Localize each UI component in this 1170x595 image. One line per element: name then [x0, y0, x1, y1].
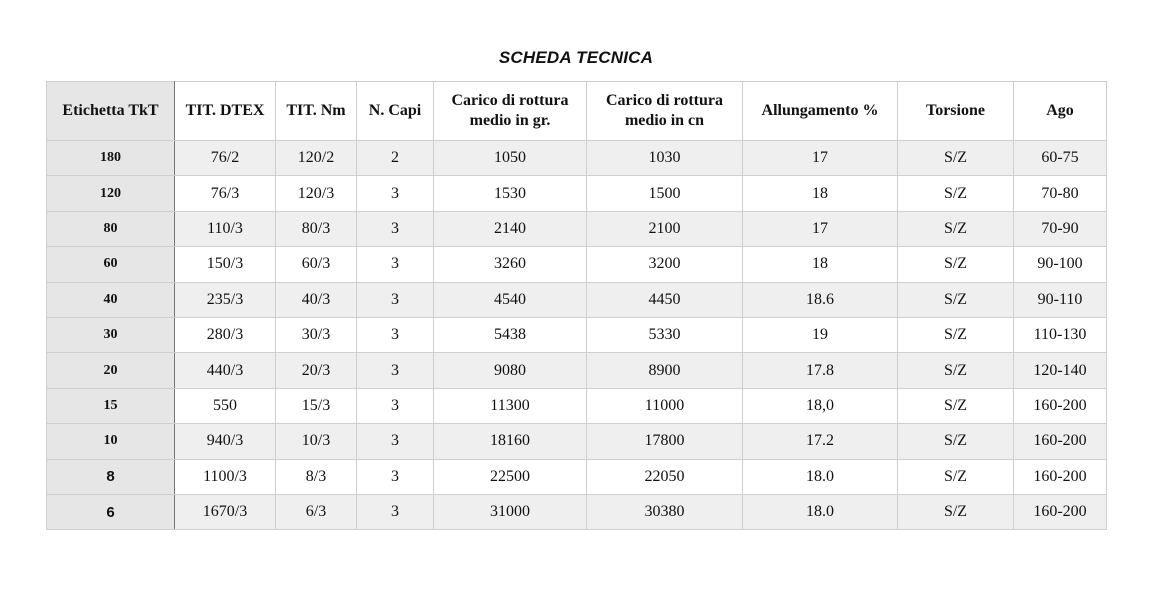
- header-allungamento: Allungamento %: [743, 82, 898, 141]
- cell-carico-gr: 18160: [434, 424, 587, 459]
- cell-carico-cn: 17800: [587, 424, 743, 459]
- cell-n-capi: 3: [357, 317, 434, 352]
- cell-carico-gr: 5438: [434, 317, 587, 352]
- table-row: [47, 317, 1107, 352]
- table-row: [47, 211, 1107, 246]
- cell-torsione: S/Z: [898, 247, 1014, 282]
- table-body: [47, 141, 1107, 530]
- cell-torsione: S/Z: [898, 494, 1014, 529]
- cell-tit-nm: 6/3: [276, 494, 357, 529]
- cell-n-capi: 3: [357, 176, 434, 211]
- cell-tit-dtex: 1670/3: [175, 494, 276, 529]
- cell-etichetta-tkt: 20: [47, 353, 175, 388]
- technical-spec-table: [46, 81, 1107, 530]
- cell-ago: 160-200: [1014, 388, 1107, 423]
- cell-tit-nm: 80/3: [276, 211, 357, 246]
- cell-ago: 70-80: [1014, 176, 1107, 211]
- header-carico-gr: Carico di rottura medio in gr.: [434, 82, 587, 141]
- cell-torsione: S/Z: [898, 353, 1014, 388]
- cell-carico-gr: 4540: [434, 282, 587, 317]
- cell-torsione: S/Z: [898, 282, 1014, 317]
- cell-tit-nm: 40/3: [276, 282, 357, 317]
- cell-tit-nm: 120/3: [276, 176, 357, 211]
- cell-allungamento: 18.0: [743, 459, 898, 494]
- cell-carico-gr: 9080: [434, 353, 587, 388]
- cell-n-capi: 2: [357, 141, 434, 176]
- header-n-capi: N. Capi: [357, 82, 434, 141]
- cell-allungamento: 19: [743, 317, 898, 352]
- cell-etichetta-tkt: 8: [47, 459, 175, 494]
- table-row: [47, 494, 1107, 529]
- header-tit-dtex: TIT. DTEX: [175, 82, 276, 141]
- cell-etichetta-tkt: 60: [47, 247, 175, 282]
- cell-tit-dtex: 550: [175, 388, 276, 423]
- cell-tit-dtex: 1100/3: [175, 459, 276, 494]
- cell-carico-cn: 2100: [587, 211, 743, 246]
- header-ago: Ago: [1014, 82, 1107, 141]
- cell-carico-gr: 3260: [434, 247, 587, 282]
- cell-carico-cn: 4450: [587, 282, 743, 317]
- cell-tit-nm: 10/3: [276, 424, 357, 459]
- cell-ago: 90-110: [1014, 282, 1107, 317]
- cell-etichetta-tkt: 30: [47, 317, 175, 352]
- cell-n-capi: 3: [357, 282, 434, 317]
- header-torsione: Torsione: [898, 82, 1014, 141]
- cell-ago: 70-90: [1014, 211, 1107, 246]
- table-row: [47, 141, 1107, 176]
- cell-tit-dtex: 76/3: [175, 176, 276, 211]
- cell-tit-dtex: 150/3: [175, 247, 276, 282]
- header-row: [47, 82, 1107, 141]
- cell-torsione: S/Z: [898, 424, 1014, 459]
- cell-ago: 120-140: [1014, 353, 1107, 388]
- cell-allungamento: 18: [743, 176, 898, 211]
- cell-n-capi: 3: [357, 388, 434, 423]
- cell-n-capi: 3: [357, 353, 434, 388]
- header-tit-nm: TIT. Nm: [276, 82, 357, 141]
- cell-n-capi: 3: [357, 211, 434, 246]
- cell-carico-gr: 31000: [434, 494, 587, 529]
- cell-n-capi: 3: [357, 494, 434, 529]
- table-row: [47, 247, 1107, 282]
- cell-ago: 110-130: [1014, 317, 1107, 352]
- cell-carico-cn: 5330: [587, 317, 743, 352]
- cell-carico-gr: 1530: [434, 176, 587, 211]
- table-header: [47, 82, 1107, 141]
- cell-tit-nm: 30/3: [276, 317, 357, 352]
- cell-allungamento: 17: [743, 211, 898, 246]
- table-row: [47, 176, 1107, 211]
- cell-n-capi: 3: [357, 247, 434, 282]
- cell-tit-dtex: 440/3: [175, 353, 276, 388]
- cell-carico-cn: 8900: [587, 353, 743, 388]
- cell-tit-nm: 15/3: [276, 388, 357, 423]
- cell-n-capi: 3: [357, 424, 434, 459]
- cell-carico-cn: 30380: [587, 494, 743, 529]
- cell-torsione: S/Z: [898, 388, 1014, 423]
- cell-torsione: S/Z: [898, 211, 1014, 246]
- cell-tit-dtex: 110/3: [175, 211, 276, 246]
- cell-carico-gr: 22500: [434, 459, 587, 494]
- table-row: [47, 459, 1107, 494]
- cell-tit-dtex: 280/3: [175, 317, 276, 352]
- cell-carico-gr: 2140: [434, 211, 587, 246]
- cell-ago: 160-200: [1014, 424, 1107, 459]
- cell-etichetta-tkt: 15: [47, 388, 175, 423]
- header-carico-cn: Carico di rottura medio in cn: [587, 82, 743, 141]
- cell-torsione: S/Z: [898, 317, 1014, 352]
- cell-etichetta-tkt: 120: [47, 176, 175, 211]
- cell-carico-cn: 1500: [587, 176, 743, 211]
- cell-tit-dtex: 235/3: [175, 282, 276, 317]
- cell-tit-nm: 60/3: [276, 247, 357, 282]
- table-row: [47, 353, 1107, 388]
- cell-allungamento: 17: [743, 141, 898, 176]
- cell-tit-dtex: 940/3: [175, 424, 276, 459]
- cell-allungamento: 18,0: [743, 388, 898, 423]
- cell-allungamento: 17.2: [743, 424, 898, 459]
- cell-tit-dtex: 76/2: [175, 141, 276, 176]
- cell-ago: 60-75: [1014, 141, 1107, 176]
- cell-etichetta-tkt: 80: [47, 211, 175, 246]
- cell-etichetta-tkt: 6: [47, 494, 175, 529]
- cell-torsione: S/Z: [898, 141, 1014, 176]
- cell-carico-cn: 11000: [587, 388, 743, 423]
- cell-etichetta-tkt: 10: [47, 424, 175, 459]
- cell-carico-cn: 3200: [587, 247, 743, 282]
- table-row: [47, 388, 1107, 423]
- cell-carico-gr: 11300: [434, 388, 587, 423]
- cell-carico-gr: 1050: [434, 141, 587, 176]
- table-row: [47, 282, 1107, 317]
- cell-allungamento: 18.6: [743, 282, 898, 317]
- table-row: [47, 424, 1107, 459]
- cell-etichetta-tkt: 180: [47, 141, 175, 176]
- cell-n-capi: 3: [357, 459, 434, 494]
- cell-torsione: S/Z: [898, 176, 1014, 211]
- cell-carico-cn: 22050: [587, 459, 743, 494]
- cell-tit-nm: 20/3: [276, 353, 357, 388]
- cell-ago: 160-200: [1014, 459, 1107, 494]
- cell-etichetta-tkt: 40: [47, 282, 175, 317]
- header-etichetta-tkt: Etichetta TkT: [47, 82, 175, 141]
- cell-allungamento: 18: [743, 247, 898, 282]
- cell-allungamento: 18.0: [743, 494, 898, 529]
- cell-ago: 90-100: [1014, 247, 1107, 282]
- cell-ago: 160-200: [1014, 494, 1107, 529]
- cell-carico-cn: 1030: [587, 141, 743, 176]
- cell-allungamento: 17.8: [743, 353, 898, 388]
- cell-torsione: S/Z: [898, 459, 1014, 494]
- page-title: SCHEDA TECNICA: [498, 48, 654, 67]
- cell-tit-nm: 8/3: [276, 459, 357, 494]
- cell-tit-nm: 120/2: [276, 141, 357, 176]
